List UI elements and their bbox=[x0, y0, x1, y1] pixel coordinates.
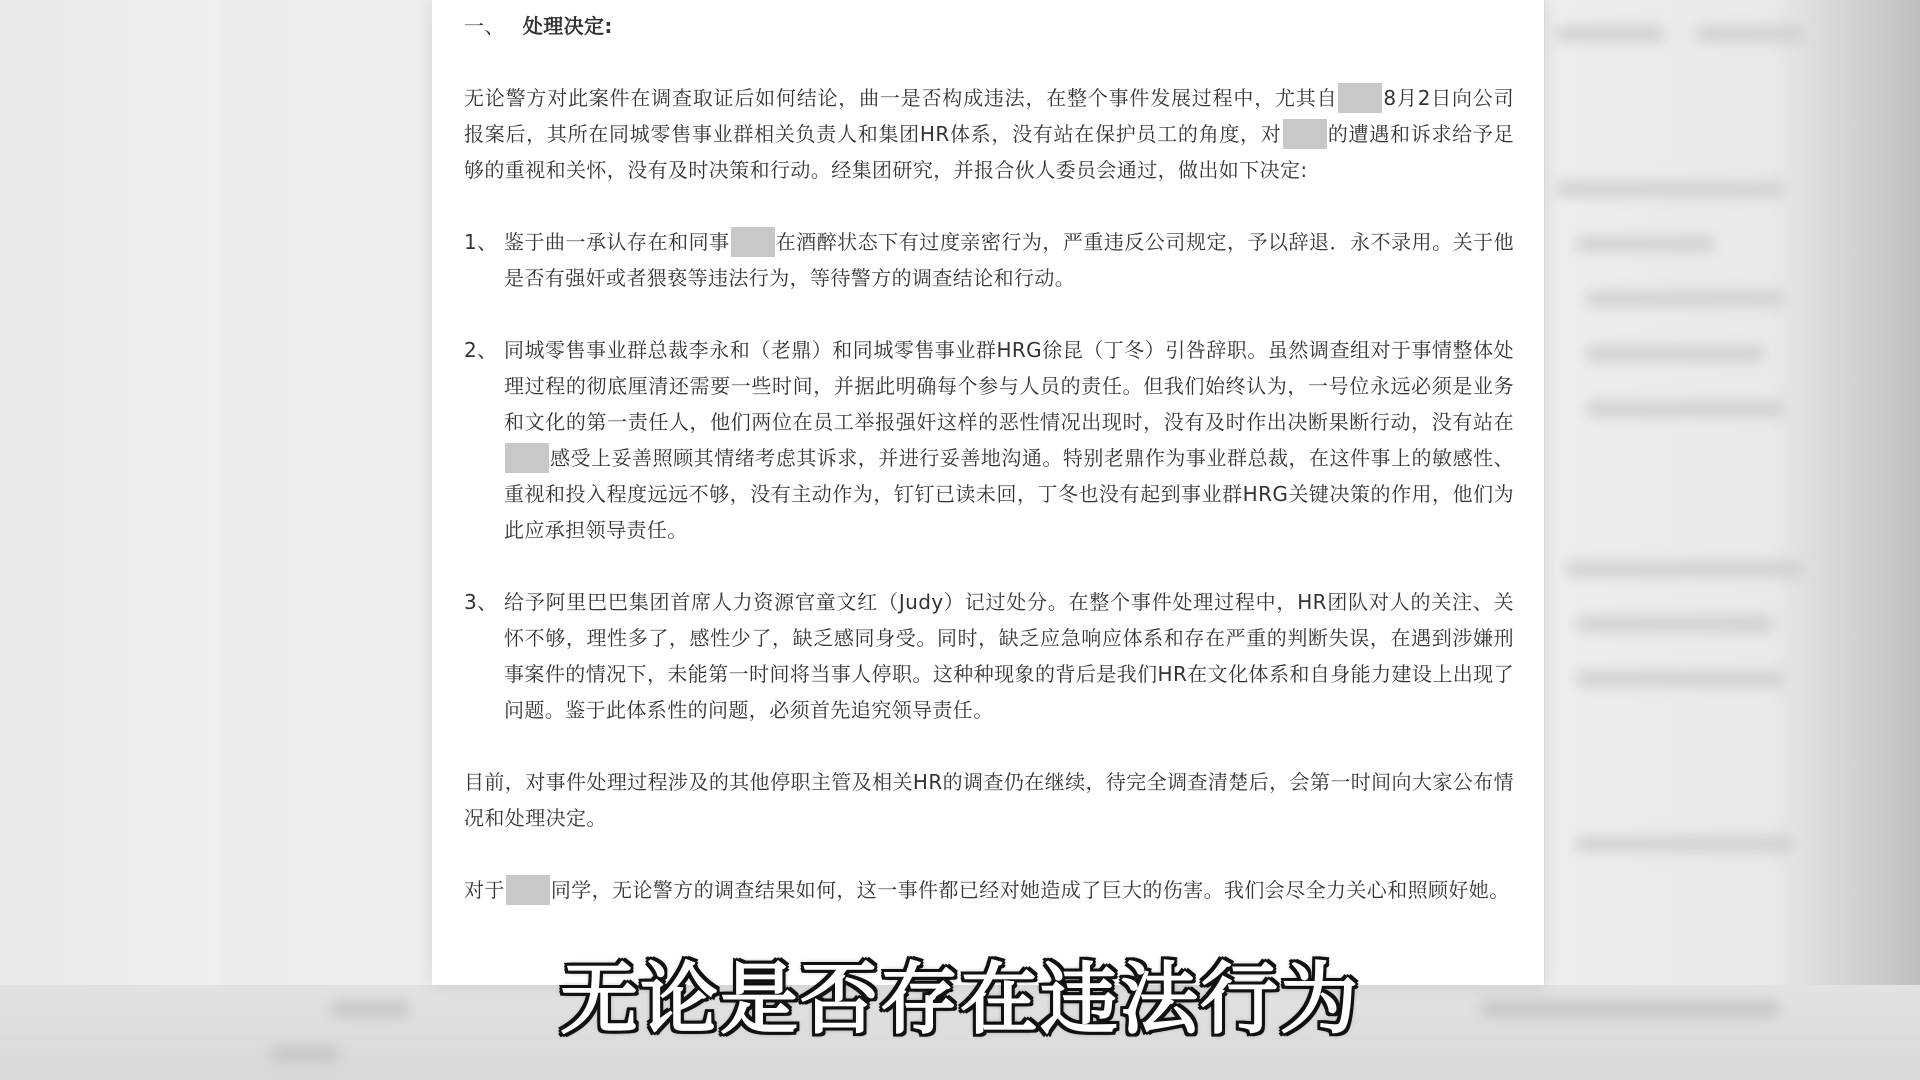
section-heading bbox=[464, 8, 1514, 44]
item-number: 2、 bbox=[464, 338, 498, 362]
document-text bbox=[464, 8, 1514, 944]
item-number: 1、 bbox=[464, 230, 498, 254]
redaction-block bbox=[1283, 119, 1327, 149]
intro-paragraph: 无论警方对此案件在调查取证后如何结论，曲一是否构成违法，在整个事件发展过程中，尤其自 8月2日向公司报案后，其所在同城零售事业群相关负责人和集团HR体系，没有站在保护员工的角度，对 的遭遇和诉求给予足够的重视和关怀，没有及时决策和行动。经集团研究，并报合伙人委员会通过，做出如下决定: bbox=[464, 80, 1514, 188]
list-item: 1、 鉴于曲一承认存在和同事 在酒醉状态下有过度亲密行为，严重违反公司规定，予以辞退．永不录用。关于他是否有强奸或者猥亵等违法行为，等待警方的调查结论和行动。 bbox=[464, 224, 1514, 296]
right-background-blur bbox=[1545, 0, 1920, 1080]
list-item: 2、 同城零售事业群总裁李永和（老鼎）和同城零售事业群HRG徐昆（丁冬）引咎辞职。虽然调查组对于事情整体处理过程的彻底厘清还需要一些时间，并据此明确每个参与人员的责任。但我们始终认为，一号位永远必须是业务和文化的第一责任人，他们两位在员工举报强奸这样的恶性情况出现时，没有及时作出决断果断行动，没有站在感受上妥善照顾其情绪考虑其诉求，并进行妥善地沟通。特别老鼎作为事业群总裁，在这件事上的敏感性、重视和投入程度远远不够，没有主动作为，钉钉已读未回，丁冬也没有起到事业群HRG关键决策的作用，他们为此应承担领导责任。 bbox=[464, 332, 1514, 548]
redaction-block bbox=[1338, 83, 1382, 113]
left-background-blur bbox=[0, 0, 220, 1080]
redaction-block bbox=[505, 443, 549, 473]
section-number: 一、 bbox=[464, 14, 505, 38]
redaction-block bbox=[731, 227, 775, 257]
section-title: 处理决定: bbox=[522, 14, 613, 38]
redaction-block bbox=[506, 875, 550, 905]
current-status-paragraph: 目前，对事件处理过程涉及的其他停职主管及相关HR的调查仍在继续，待完全调查清楚后，会第一时间向大家公布情况和处理决定。 bbox=[464, 770, 1514, 830]
closing-paragraph: 对于 同学，无论警方的调查结果如何，这一事件都已经对她造成了巨大的伤害。我们会尽全力关心和照顾好她。 bbox=[464, 872, 1514, 908]
list-item: 3、 给予阿里巴巴集团首席人力资源官童文红（Judy）记过处分。在整个事件处理过程中，HR团队对人的关注、关怀不够，理性多了，感性少了，缺乏感同身受。同时，缺乏应急响应体系和存在严重的判断失误，在遇到涉嫌刑事案件的情况下，未能第一时间将当事人停职。这种种现象的背后是我们HR在文化体系和自身能力建设上出现了问题。鉴于此体系性的问题，必须首先追究领导责任。 bbox=[464, 584, 1514, 728]
item-number: 3、 bbox=[464, 590, 498, 614]
video-subtitle: 无论是否存在违法行为 bbox=[559, 955, 1360, 1045]
